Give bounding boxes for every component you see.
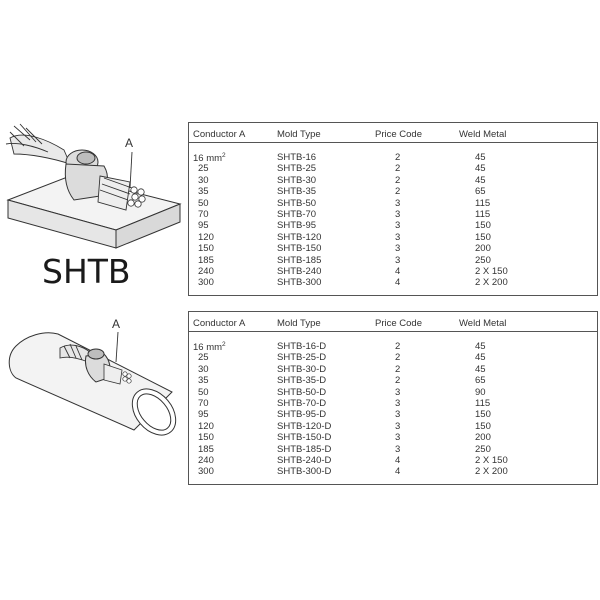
- weld-metal-cell: 115: [475, 208, 491, 220]
- conductor-cell: 30: [198, 363, 209, 375]
- price-code-cell: 4: [395, 277, 401, 289]
- table-body: [189, 143, 597, 289]
- conductor-cell: 50: [198, 197, 209, 209]
- conductor-cell: 240: [198, 265, 214, 277]
- table-row: [189, 277, 597, 288]
- mold-type-cell: SHTB-95: [277, 220, 317, 232]
- mold-type-cell: SHTB-35: [277, 186, 317, 198]
- table-row: [189, 364, 597, 375]
- conductor-cell: 120: [198, 420, 214, 432]
- table-row: [189, 243, 597, 254]
- conductor-cell: 300: [198, 466, 214, 478]
- table-row: [189, 232, 597, 243]
- mold-type-cell: SHTB-30: [277, 174, 317, 186]
- conductor-cell: 25: [198, 163, 209, 175]
- mold-type-cell: SHTB-120-D: [277, 420, 332, 432]
- table-row: [189, 375, 597, 386]
- table-row: [189, 198, 597, 209]
- header-price-code: Price Code: [375, 129, 422, 140]
- price-code-cell: 3: [395, 397, 401, 409]
- header-conductor: Conductor A: [193, 318, 246, 329]
- weld-metal-cell: 150: [475, 231, 491, 243]
- callout-label-a: A: [125, 136, 134, 150]
- mold-type-cell: SHTB-300: [277, 277, 322, 289]
- table-row: [189, 409, 597, 420]
- weld-metal-cell: 2 X 200: [475, 466, 508, 478]
- table-row: [189, 466, 597, 477]
- mold-type-cell: SHTB-35-D: [277, 375, 327, 387]
- weld-metal-cell: 250: [475, 254, 491, 266]
- weld-metal-cell: 150: [475, 420, 491, 432]
- price-code-cell: 3: [395, 443, 401, 455]
- header-price-code: Price Code: [375, 318, 422, 329]
- conductor-cell: 35: [198, 375, 209, 387]
- table-row: [189, 398, 597, 409]
- price-code-cell: 4: [395, 265, 401, 277]
- price-code-cell: 3: [395, 386, 401, 398]
- header-conductor: Conductor A: [193, 129, 246, 140]
- table-row: [189, 220, 597, 231]
- mold-type-cell: SHTB-70: [277, 208, 317, 220]
- mold-type-cell: SHTB-50: [277, 197, 317, 209]
- mold-type-cell: SHTB-16-D: [277, 341, 327, 352]
- weld-metal-cell: 250: [475, 443, 491, 455]
- conductor-cell: 150: [198, 243, 214, 255]
- weld-metal-cell: 45: [475, 352, 486, 364]
- price-code-cell: 3: [395, 409, 401, 421]
- mold-type-cell: SHTB-300-D: [277, 466, 332, 478]
- mold-type-cell: SHTB-150: [277, 243, 322, 255]
- price-code-cell: 3: [395, 231, 401, 243]
- conductor-cell: 300: [198, 277, 214, 289]
- price-code-cell: 2: [395, 363, 401, 375]
- conductor-cell: 70: [198, 397, 209, 409]
- price-code-cell: 2: [395, 174, 401, 186]
- header-weld-metal: Weld Metal: [459, 129, 507, 140]
- conductor-cell: 50: [198, 386, 209, 398]
- weld-metal-cell: 45: [475, 152, 486, 163]
- conductor-cell: [193, 152, 226, 164]
- weld-metal-cell: 45: [475, 341, 486, 352]
- table-row: [189, 163, 597, 174]
- price-code-cell: 3: [395, 197, 401, 209]
- mold-type-cell: SHTB-70-D: [277, 397, 327, 409]
- table-row: [189, 152, 597, 163]
- header-mold-type: Mold Type: [277, 318, 321, 329]
- price-code-cell: 3: [395, 208, 401, 220]
- weld-metal-cell: 150: [475, 409, 491, 421]
- conductor-cell: 240: [198, 454, 214, 466]
- weld-metal-cell: 2 X 150: [475, 265, 508, 277]
- spec-table-flat: [188, 122, 598, 296]
- price-code-cell: 2: [395, 186, 401, 198]
- mold-type-cell: SHTB-185: [277, 254, 322, 266]
- table-row: [189, 421, 597, 432]
- price-code-cell: 2: [395, 352, 401, 364]
- unit-superscript: 2: [222, 341, 226, 348]
- conductor-value: 16 mm: [193, 153, 223, 164]
- conductor-cell: 70: [198, 208, 209, 220]
- table-row: [189, 455, 597, 466]
- price-code-cell: 2: [395, 163, 401, 175]
- mold-type-cell: SHTB-30-D: [277, 363, 327, 375]
- price-code-cell: 3: [395, 432, 401, 444]
- table-header: [189, 312, 597, 332]
- header-mold-type: Mold Type: [277, 129, 321, 140]
- spec-table-pipe: [188, 311, 598, 485]
- product-title: SHTB: [42, 252, 131, 291]
- table-row: [189, 175, 597, 186]
- pipe-connection-illustration: [4, 312, 188, 462]
- table-row: [189, 341, 597, 352]
- conductor-cell: [193, 341, 226, 353]
- weld-metal-cell: 2 X 150: [475, 454, 508, 466]
- table-row: [189, 432, 597, 443]
- weld-metal-cell: 115: [475, 197, 491, 209]
- table-row: [189, 266, 597, 277]
- weld-metal-cell: 2 X 200: [475, 277, 508, 289]
- mold-type-cell: SHTB-25: [277, 163, 317, 175]
- table-body: [189, 332, 597, 478]
- price-code-cell: 2: [395, 375, 401, 387]
- flat-plate-connection-illustration: [4, 118, 188, 268]
- table-row: [189, 209, 597, 220]
- unit-superscript: 2: [222, 152, 226, 159]
- conductor-cell: 185: [198, 443, 214, 455]
- mold-type-cell: SHTB-120: [277, 231, 322, 243]
- price-code-cell: 4: [395, 454, 401, 466]
- mold-type-cell: SHTB-185-D: [277, 443, 332, 455]
- conductor-cell: 150: [198, 432, 214, 444]
- mold-type-cell: SHTB-25-D: [277, 352, 327, 364]
- header-weld-metal: Weld Metal: [459, 318, 507, 329]
- mold-type-cell: SHTB-150-D: [277, 432, 332, 444]
- callout-label-a: A: [112, 317, 121, 331]
- mold-type-cell: SHTB-240-D: [277, 454, 332, 466]
- conductor-cell: 25: [198, 352, 209, 364]
- conductor-cell: 185: [198, 254, 214, 266]
- price-code-cell: 2: [395, 152, 401, 163]
- table-row: [189, 387, 597, 398]
- table-row: [189, 444, 597, 455]
- price-code-cell: 3: [395, 420, 401, 432]
- table-header: [189, 123, 597, 143]
- weld-metal-cell: 150: [475, 220, 491, 232]
- weld-metal-cell: 45: [475, 174, 486, 186]
- conductor-value: 16 mm: [193, 342, 223, 353]
- price-code-cell: 4: [395, 466, 401, 478]
- mold-type-cell: SHTB-240: [277, 265, 322, 277]
- weld-metal-cell: 65: [475, 375, 486, 387]
- price-code-cell: 3: [395, 243, 401, 255]
- table-row: [189, 352, 597, 363]
- conductor-cell: 95: [198, 220, 209, 232]
- conductor-cell: 35: [198, 186, 209, 198]
- conductor-cell: 95: [198, 409, 209, 421]
- weld-metal-cell: 200: [475, 243, 491, 255]
- weld-metal-cell: 200: [475, 432, 491, 444]
- mold-type-cell: SHTB-95-D: [277, 409, 327, 421]
- weld-metal-cell: 65: [475, 186, 486, 198]
- weld-metal-cell: 115: [475, 397, 491, 409]
- weld-metal-cell: 45: [475, 163, 486, 175]
- table-row: [189, 255, 597, 266]
- mold-type-cell: SHTB-50-D: [277, 386, 327, 398]
- price-code-cell: 3: [395, 220, 401, 232]
- table-row: [189, 186, 597, 197]
- conductor-cell: 30: [198, 174, 209, 186]
- price-code-cell: 3: [395, 254, 401, 266]
- weld-metal-cell: 90: [475, 386, 486, 398]
- weld-metal-cell: 45: [475, 363, 486, 375]
- conductor-cell: 120: [198, 231, 214, 243]
- price-code-cell: 2: [395, 341, 401, 352]
- mold-type-cell: SHTB-16: [277, 152, 317, 163]
